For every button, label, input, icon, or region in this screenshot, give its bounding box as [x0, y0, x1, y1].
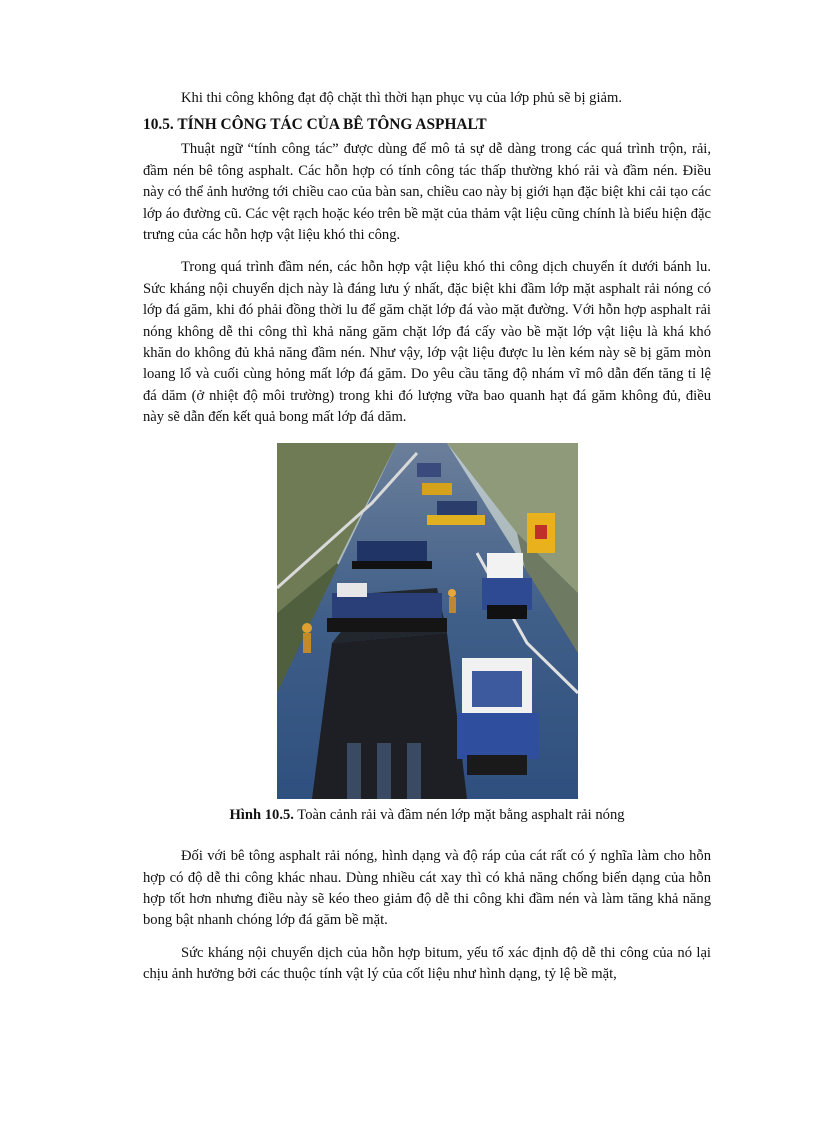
- asphalt-paving-photo: [277, 443, 578, 799]
- body-paragraph-2: Trong quá trình đầm nén, các hỗn hợp vật liệu khó thi công dịch chuyển ít dưới bánh lu. Sức kháng nội chuyển dịch này là đáng lưu ý nhất, đặc biệt khi đầm lớp mặt asphalt rải nóng có lớp đá găm, khi đó phải đồng thời lu để găm chặt lớp đá vào mặt đường. Với hỗn hợp asphalt rải nóng không dễ thi công thì khả năng găm chặt lớp đá cấy vào bề mặt lớp vật liệu là khá khó khăn do không đủ khả năng đầm nén. Như vậy, lớp vật liệu được lu lèn kém này sẽ bị găm mòn loang lổ và cuối cùng hỏng mất lớp đá găm. Do yêu cầu tăng độ nhám vĩ mô dẫn đến tăng tỉ lệ đá dăm (ở nhiệt độ môi trường) trong khi đó lượng vữa bao quanh hạt đá găm không đủ, điều này sẽ dẫn đến kết quả bong mất lớp đá dăm.: [143, 259, 711, 426]
- intro-paragraph: Khi thi công không đạt độ chặt thì thời hạn phục vụ của lớp phủ sẽ bị giảm.: [181, 90, 623, 106]
- figure: [143, 443, 711, 799]
- body-paragraph-1: Thuật ngữ “tính công tác” được dùng để mô tả sự dễ dàng trong các quá trình trộn, rải, đầm nén bê tông asphalt. Các hỗn hợp có tính công tác thấp thường khó rải và đầm nén. Điều này có thể ảnh hưởng tới chiều cao của bàn san, chiều cao này bị giới hạn đặc biệt khi cải tạo các lớp áo đường cũ. Các vệt rạch hoặc kéo trên bề mặt của thảm vật liệu cũng chính là biểu hiện đặc trưng của các hỗn hợp vật liệu khó thi công.: [143, 141, 711, 244]
- figure-label: Hình 10.5.: [229, 806, 294, 823]
- body-paragraph-3: Đối với bê tông asphalt rải nóng, hình dạng và độ ráp của cát rất có ý nghĩa làm cho hỗn hợp có độ dễ thi công khác nhau. Dùng nhiều cát xay thì có khả năng chống biến dạng của hỗn hợp tốt hơn nhưng điều này sẽ kéo theo giảm độ dễ thi công khi đầm nén và làm tăng khả năng bong bật nhanh chóng lớp đá găm bề mặt.: [143, 848, 711, 929]
- document-page: [143, 88, 711, 986]
- figure-caption-text: Toàn cảnh rải và đầm nén lớp mặt bằng asphalt rải nóng: [293, 806, 625, 823]
- section-title: 10.5. TÍNH CÔNG TÁC CỦA BÊ TÔNG ASPHALT: [143, 116, 487, 134]
- body-paragraph-4: Sức kháng nội chuyển dịch của hỗn hợp bitum, yếu tố xác định độ dễ thi công của nó lại chịu ảnh hưởng bởi các thuộc tính vật lý của cốt liệu như hình dạng, tỷ lệ bề mặt,: [143, 944, 711, 983]
- figure-caption: [143, 805, 711, 826]
